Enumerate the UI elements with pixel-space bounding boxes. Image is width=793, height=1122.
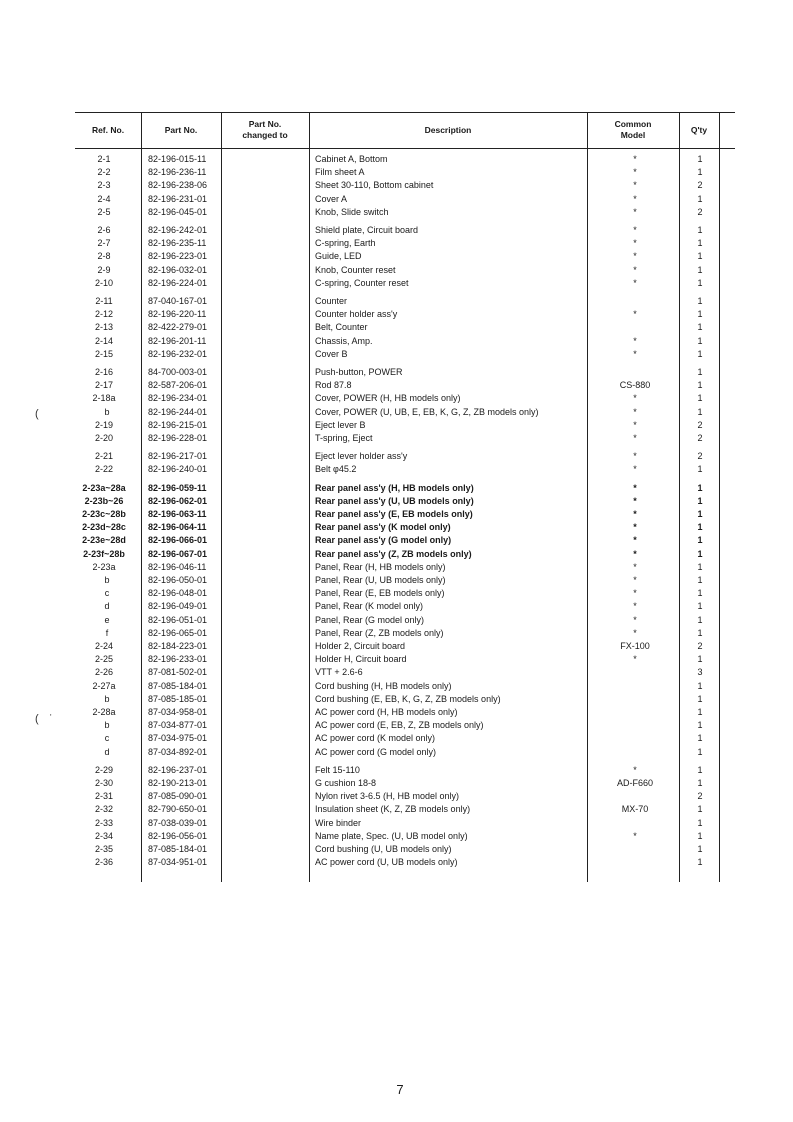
description-cell: Wire binder bbox=[315, 817, 362, 828]
quantity-cell: 1 bbox=[697, 482, 703, 493]
part-no-cell: 82-196-238-06 bbox=[148, 180, 208, 191]
quantity-cell: 1 bbox=[697, 464, 703, 475]
ref-no-cell: b bbox=[104, 720, 110, 731]
part-no-cell: 84-700-003-01 bbox=[148, 367, 208, 377]
quantity-cell: 1 bbox=[697, 627, 703, 638]
common-model-cell: * bbox=[633, 548, 637, 559]
header-qty-label: Q'ty bbox=[690, 124, 708, 135]
header-changed-to bbox=[221, 112, 309, 148]
part-no-cell: 82-422-279-01 bbox=[148, 322, 208, 333]
description-cell: AC power cord (U, UB models only) bbox=[315, 857, 458, 868]
ref-no-cell: 2-17 bbox=[94, 380, 113, 391]
ref-no-cell: 2-3 bbox=[97, 180, 111, 191]
ref-no-cell: 2-33 bbox=[94, 817, 113, 828]
part-no-cell: 82-190-213-01 bbox=[148, 778, 208, 788]
header-ref-no bbox=[75, 112, 141, 148]
ref-no-cell: 2-24 bbox=[94, 641, 113, 651]
quantity-cell: 1 bbox=[697, 830, 703, 841]
header-ref-label: Ref. No. bbox=[91, 124, 125, 135]
description-cell: Belt, Counter bbox=[315, 322, 368, 333]
part-no-cell: 82-196-244-01 bbox=[148, 406, 208, 417]
ref-no-cell: 2-14 bbox=[94, 335, 113, 346]
header-changed-line1: Part No. bbox=[248, 119, 282, 129]
quantity-cell: 2 bbox=[697, 791, 703, 802]
ref-no-cell: d bbox=[104, 746, 110, 757]
column-divider bbox=[141, 112, 142, 882]
quantity-cell: 1 bbox=[697, 277, 703, 288]
description-cell: Panel, Rear (E, EB models only) bbox=[315, 588, 445, 599]
quantity-cell: 1 bbox=[697, 680, 703, 691]
quantity-cell: 2 bbox=[697, 641, 703, 651]
description-cell: Cabinet A, Bottom bbox=[315, 154, 388, 164]
quantity-cell: 1 bbox=[697, 733, 703, 744]
ref-no-cell: 2-4 bbox=[97, 193, 111, 204]
header-part-label: Part No. bbox=[164, 124, 198, 135]
common-model-cell: * bbox=[633, 180, 637, 191]
part-no-cell: 82-196-224-01 bbox=[148, 277, 208, 288]
ref-no-cell: 2-23c~28b bbox=[82, 509, 126, 519]
ref-no-cell: 2-19 bbox=[94, 419, 113, 430]
description-cell: Belt φ45.2 bbox=[315, 464, 357, 475]
ref-no-cell: 2-22 bbox=[94, 464, 113, 475]
common-model-cell: * bbox=[633, 335, 637, 346]
quantity-cell: 2 bbox=[697, 419, 703, 430]
description-cell: Cord bushing (E, EB, K, G, Z, ZB models only) bbox=[315, 693, 501, 704]
description-cell: Film sheet A bbox=[315, 167, 365, 178]
quantity-cell: 2 bbox=[697, 433, 703, 443]
description-cell: AC power cord (H, HB models only) bbox=[315, 707, 458, 717]
quantity-cell: 1 bbox=[697, 804, 703, 815]
part-no-cell: 87-081-502-01 bbox=[148, 667, 208, 678]
part-no-cell: 82-196-048-01 bbox=[148, 588, 208, 599]
part-no-cell: 82-184-223-01 bbox=[148, 641, 208, 651]
common-model-cell: * bbox=[633, 433, 637, 443]
common-model-cell: * bbox=[633, 238, 637, 249]
description-cell: Sheet 30-110, Bottom cabinet bbox=[315, 180, 434, 191]
common-model-cell: * bbox=[633, 764, 637, 775]
common-model-cell: CS-880 bbox=[619, 380, 651, 391]
description-cell: Cord bushing (H, HB models only) bbox=[315, 680, 452, 691]
quantity-cell: 1 bbox=[697, 495, 703, 506]
quantity-cell: 1 bbox=[697, 154, 703, 164]
part-no-cell: 82-196-201-11 bbox=[148, 335, 207, 346]
description-cell: VTT + 2.6-6 bbox=[315, 667, 363, 678]
quantity-cell: 3 bbox=[697, 667, 703, 678]
header-qty bbox=[679, 112, 719, 148]
column-divider bbox=[719, 112, 720, 882]
part-no-cell: 82-196-065-01 bbox=[148, 627, 208, 638]
common-model-cell: * bbox=[633, 601, 637, 612]
margin-mark: ' bbox=[50, 713, 52, 722]
quantity-cell: 2 bbox=[697, 206, 703, 217]
description-cell: AC power cord (E, EB, Z, ZB models only) bbox=[315, 720, 484, 731]
ref-no-cell: 2-27a bbox=[92, 680, 116, 691]
quantity-cell: 1 bbox=[697, 857, 703, 868]
description-cell: Rear panel ass'y (E, EB models only) bbox=[315, 509, 473, 519]
quantity-cell: 1 bbox=[697, 393, 703, 404]
column-divider bbox=[587, 112, 588, 882]
description-cell: Panel, Rear (K model only) bbox=[315, 601, 424, 612]
quantity-cell: 1 bbox=[697, 225, 703, 235]
common-model-cell: * bbox=[633, 535, 637, 546]
description-cell: AC power cord (G model only) bbox=[315, 746, 437, 757]
description-cell: Rear panel ass'y (K model only) bbox=[315, 522, 451, 533]
ref-no-cell: 2-1 bbox=[97, 154, 111, 164]
part-no-cell: 82-196-056-01 bbox=[148, 830, 208, 841]
ref-no-cell: 2-11 bbox=[95, 296, 113, 306]
part-no-cell: 82-196-236-11 bbox=[148, 167, 207, 178]
page-number: 7 bbox=[396, 1082, 404, 1097]
part-no-cell: 87-034-877-01 bbox=[148, 720, 208, 731]
quantity-cell: 1 bbox=[697, 575, 703, 585]
ref-no-cell: 2-16 bbox=[94, 367, 113, 377]
common-model-cell: * bbox=[633, 154, 637, 164]
part-no-cell: 82-196-051-01 bbox=[148, 614, 208, 625]
part-no-cell: 82-196-240-01 bbox=[148, 464, 208, 475]
common-model-cell: * bbox=[633, 206, 637, 217]
description-cell: Insulation sheet (K, Z, ZB models only) bbox=[315, 804, 471, 815]
part-no-cell: 82-587-206-01 bbox=[148, 380, 208, 391]
description-cell: Cover, POWER (H, HB models only) bbox=[315, 393, 461, 404]
ref-no-cell: 2-15 bbox=[94, 348, 113, 359]
description-cell: Push-button, POWER bbox=[315, 367, 403, 377]
common-model-cell: MX-70 bbox=[621, 804, 649, 815]
ref-no-cell: d bbox=[104, 601, 110, 612]
part-no-cell: 82-196-066-01 bbox=[148, 535, 208, 546]
quantity-cell: 1 bbox=[697, 588, 703, 599]
ref-no-cell: 2-10 bbox=[94, 277, 113, 288]
description-cell: Cord bushing (U, UB models only) bbox=[315, 844, 452, 854]
ref-no-cell: f bbox=[105, 627, 109, 638]
common-model-cell: * bbox=[633, 225, 637, 235]
header-common-line2: Model bbox=[620, 130, 646, 140]
quantity-cell: 1 bbox=[697, 764, 703, 775]
part-no-cell: 82-196-046-11 bbox=[148, 561, 207, 572]
ref-no-cell: 2-34 bbox=[94, 830, 113, 841]
ref-no-cell: e bbox=[104, 614, 110, 625]
part-no-cell: 82-196-237-01 bbox=[148, 764, 208, 775]
quantity-cell: 1 bbox=[697, 817, 703, 828]
header-changed-line2: changed to bbox=[242, 130, 288, 140]
ref-no-cell: 2-35 bbox=[94, 844, 113, 854]
part-no-cell: 82-790-650-01 bbox=[148, 804, 208, 815]
part-no-cell: 82-196-242-01 bbox=[148, 225, 208, 235]
ref-no-cell: b bbox=[104, 693, 110, 704]
part-no-cell: 82-196-228-01 bbox=[148, 433, 208, 443]
part-no-cell: 82-196-063-11 bbox=[148, 509, 207, 519]
quantity-cell: 1 bbox=[697, 367, 703, 377]
description-cell: Guide, LED bbox=[315, 251, 362, 262]
common-model-cell: * bbox=[633, 830, 637, 841]
part-no-cell: 82-196-235-11 bbox=[148, 238, 207, 249]
header-common-line1: Common bbox=[614, 119, 652, 129]
quantity-cell: 1 bbox=[697, 778, 703, 788]
quantity-cell: 1 bbox=[697, 322, 703, 333]
description-cell: Counter bbox=[315, 296, 348, 306]
common-model-cell: * bbox=[633, 406, 637, 417]
part-no-cell: 82-196-231-01 bbox=[148, 193, 208, 204]
ref-no-cell: 2-21 bbox=[94, 451, 113, 462]
part-no-cell: 82-196-217-01 bbox=[148, 451, 208, 462]
part-no-cell: 82-196-049-01 bbox=[148, 601, 208, 612]
quantity-cell: 1 bbox=[697, 335, 703, 346]
description-cell: Rod 87.8 bbox=[315, 380, 352, 391]
common-model-cell: * bbox=[633, 654, 637, 665]
margin-mark: ( bbox=[35, 713, 39, 725]
description-cell: Cover, POWER (U, UB, E, EB, K, G, Z, ZB models only) bbox=[315, 406, 539, 417]
part-no-cell: 82-196-233-01 bbox=[148, 654, 208, 665]
part-no-cell: 87-034-975-01 bbox=[148, 733, 208, 744]
ref-no-cell: 2-7 bbox=[97, 238, 111, 249]
quantity-cell: 1 bbox=[697, 406, 703, 417]
ref-no-cell: c bbox=[104, 733, 110, 744]
quantity-cell: 1 bbox=[697, 238, 703, 249]
common-model-cell: * bbox=[633, 193, 637, 204]
common-model-cell: * bbox=[633, 309, 637, 320]
common-model-cell: * bbox=[633, 482, 637, 493]
ref-no-cell: 2-23d~28c bbox=[82, 522, 126, 533]
description-cell: Counter holder ass'y bbox=[315, 309, 398, 320]
ref-no-cell: 2-23e~28d bbox=[82, 535, 126, 546]
part-no-cell: 87-040-167-01 bbox=[148, 296, 208, 306]
quantity-cell: 1 bbox=[697, 380, 703, 391]
quantity-cell: 1 bbox=[697, 707, 703, 717]
common-model-cell: * bbox=[633, 251, 637, 262]
ref-no-cell: 2-18a bbox=[92, 393, 116, 404]
ref-no-cell: 2-12 bbox=[94, 309, 113, 320]
part-no-cell: 87-085-184-01 bbox=[148, 844, 208, 854]
part-no-cell: 87-034-951-01 bbox=[148, 857, 208, 868]
common-model-cell: * bbox=[633, 627, 637, 638]
ref-no-cell: 2-36 bbox=[94, 857, 113, 868]
ref-no-cell: 2-9 bbox=[97, 264, 111, 275]
quantity-cell: 1 bbox=[697, 264, 703, 275]
quantity-cell: 1 bbox=[697, 548, 703, 559]
description-cell: Holder H, Circuit board bbox=[315, 654, 407, 665]
part-no-cell: 82-196-050-01 bbox=[148, 575, 208, 585]
common-model-cell: * bbox=[633, 419, 637, 430]
common-model-cell: * bbox=[633, 451, 637, 462]
part-no-cell: 87-034-892-01 bbox=[148, 746, 208, 757]
part-no-cell: 82-196-220-11 bbox=[148, 309, 207, 320]
quantity-cell: 1 bbox=[697, 693, 703, 704]
ref-no-cell: 2-32 bbox=[94, 804, 113, 815]
description-cell: C-spring, Counter reset bbox=[315, 277, 409, 288]
quantity-cell: 1 bbox=[697, 561, 703, 572]
common-model-cell: * bbox=[633, 264, 637, 275]
ref-no-cell: 2-23a bbox=[92, 561, 116, 572]
ref-no-cell: 2-26 bbox=[94, 667, 113, 678]
quantity-cell: 1 bbox=[697, 654, 703, 665]
description-cell: Eject lever B bbox=[315, 419, 366, 430]
ref-no-cell: 2-6 bbox=[97, 225, 111, 235]
part-no-cell: 87-038-039-01 bbox=[148, 817, 208, 828]
ref-no-cell: 2-31 bbox=[94, 791, 113, 802]
quantity-cell: 1 bbox=[697, 296, 703, 306]
part-no-cell: 82-196-045-01 bbox=[148, 206, 208, 217]
description-cell: Cover A bbox=[315, 193, 348, 204]
quantity-cell: 1 bbox=[697, 601, 703, 612]
description-cell: G cushion 18-8 bbox=[315, 778, 377, 788]
description-cell: Knob, Counter reset bbox=[315, 264, 396, 275]
description-cell: Name plate, Spec. (U, UB model only) bbox=[315, 830, 468, 841]
common-model-cell: * bbox=[633, 561, 637, 572]
ref-no-cell: 2-8 bbox=[97, 251, 111, 262]
part-no-cell: 82-196-234-01 bbox=[148, 393, 208, 404]
description-cell: AC power cord (K model only) bbox=[315, 733, 436, 744]
common-model-cell: * bbox=[633, 509, 637, 519]
description-cell: T-spring, Eject bbox=[315, 433, 373, 443]
common-model-cell: * bbox=[633, 393, 637, 404]
column-divider bbox=[221, 112, 222, 882]
ref-no-cell: 2-2 bbox=[97, 167, 111, 178]
ref-no-cell: 2-5 bbox=[97, 206, 111, 217]
header-part-no bbox=[141, 112, 221, 148]
part-no-cell: 82-196-032-01 bbox=[148, 264, 208, 275]
quantity-cell: 1 bbox=[697, 720, 703, 731]
description-cell: Rear panel ass'y (G model only) bbox=[315, 535, 452, 546]
description-cell: Chassis, Amp. bbox=[315, 335, 373, 346]
common-model-cell: * bbox=[633, 575, 637, 585]
part-no-cell: 82-196-062-01 bbox=[148, 495, 208, 506]
header-common-model bbox=[587, 112, 679, 148]
quantity-cell: 1 bbox=[697, 193, 703, 204]
description-cell: Holder 2, Circuit board bbox=[315, 641, 406, 651]
description-cell: Eject lever holder ass'y bbox=[315, 451, 408, 462]
description-cell: C-spring, Earth bbox=[315, 238, 376, 249]
part-no-cell: 82-196-232-01 bbox=[148, 348, 208, 359]
part-no-cell: 87-034-958-01 bbox=[148, 707, 208, 717]
description-cell: Panel, Rear (H, HB models only) bbox=[315, 561, 446, 572]
description-cell: Rear panel ass'y (H, HB models only) bbox=[315, 482, 474, 493]
ref-no-cell: 2-23f~28b bbox=[83, 548, 125, 559]
description-cell: Cover B bbox=[315, 348, 348, 359]
part-no-cell: 87-085-090-01 bbox=[148, 791, 208, 802]
part-no-cell: 82-196-059-11 bbox=[148, 482, 207, 493]
ref-no-cell: 2-30 bbox=[94, 778, 113, 788]
description-cell: Shield plate, Circuit board bbox=[315, 225, 419, 235]
common-model-cell: * bbox=[633, 348, 637, 359]
table-header-rule bbox=[75, 148, 735, 149]
part-no-cell: 87-085-184-01 bbox=[148, 680, 208, 691]
common-model-cell: * bbox=[633, 588, 637, 599]
description-cell: Rear panel ass'y (Z, ZB models only) bbox=[315, 548, 472, 559]
part-no-cell: 82-196-215-01 bbox=[148, 419, 208, 430]
description-cell: Panel, Rear (U, UB models only) bbox=[315, 575, 446, 585]
common-model-cell: AD-F660 bbox=[616, 778, 653, 788]
ref-no-cell: 2-29 bbox=[94, 764, 113, 775]
ref-no-cell: c bbox=[104, 588, 110, 599]
quantity-cell: 1 bbox=[697, 844, 703, 854]
description-cell: Panel, Rear (Z, ZB models only) bbox=[315, 627, 444, 638]
ref-no-cell: 2-25 bbox=[94, 654, 113, 665]
ref-no-cell: 2-23a~28a bbox=[82, 482, 126, 493]
part-no-cell: 82-196-223-01 bbox=[148, 251, 208, 262]
quantity-cell: 1 bbox=[697, 509, 703, 519]
ref-no-cell: 2-28a bbox=[92, 707, 116, 717]
common-model-cell: * bbox=[633, 495, 637, 506]
description-cell: Knob, Slide switch bbox=[315, 206, 389, 217]
ref-no-cell: 2-13 bbox=[94, 322, 113, 333]
quantity-cell: 1 bbox=[697, 522, 703, 533]
header-desc-label: Description bbox=[424, 124, 472, 135]
margin-mark: ( bbox=[35, 408, 39, 420]
header-description bbox=[309, 112, 587, 148]
ref-no-cell: 2-20 bbox=[94, 433, 113, 443]
part-no-cell: 82-196-064-11 bbox=[148, 522, 207, 533]
quantity-cell: 2 bbox=[697, 451, 703, 462]
quantity-cell: 1 bbox=[697, 251, 703, 262]
common-model-cell: * bbox=[633, 464, 637, 475]
ref-no-cell: b bbox=[104, 406, 110, 417]
ref-no-cell: 2-23b~26 bbox=[84, 495, 124, 506]
part-no-cell: 87-085-185-01 bbox=[148, 693, 208, 704]
quantity-cell: 1 bbox=[697, 167, 703, 178]
column-divider bbox=[309, 112, 310, 882]
part-no-cell: 82-196-015-11 bbox=[148, 154, 207, 164]
part-no-cell: 82-196-067-01 bbox=[148, 548, 208, 559]
description-cell: Nylon rivet 3-6.5 (H, HB model only) bbox=[315, 791, 460, 802]
quantity-cell: 1 bbox=[697, 746, 703, 757]
description-cell: Panel, Rear (G model only) bbox=[315, 614, 425, 625]
quantity-cell: 1 bbox=[697, 348, 703, 359]
quantity-cell: 1 bbox=[697, 535, 703, 546]
common-model-cell: * bbox=[633, 167, 637, 178]
common-model-cell: * bbox=[633, 522, 637, 533]
common-model-cell: * bbox=[633, 614, 637, 625]
quantity-cell: 1 bbox=[697, 614, 703, 625]
ref-no-cell: b bbox=[104, 575, 110, 585]
quantity-cell: 2 bbox=[697, 180, 703, 191]
quantity-cell: 1 bbox=[697, 309, 703, 320]
description-cell: Felt 15-110 bbox=[315, 764, 360, 775]
common-model-cell: * bbox=[633, 277, 637, 288]
common-model-cell: FX-100 bbox=[620, 641, 650, 651]
description-cell: Rear panel ass'y (U, UB models only) bbox=[315, 495, 474, 506]
